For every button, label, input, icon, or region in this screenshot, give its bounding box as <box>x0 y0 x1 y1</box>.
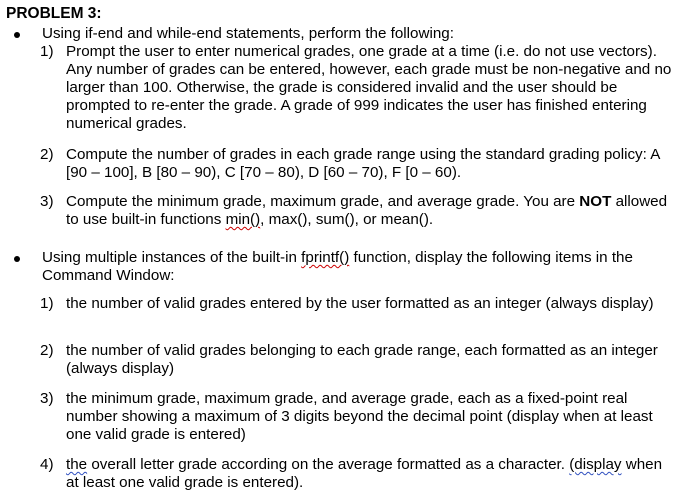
word-display: (display <box>569 456 622 473</box>
item-text: the minimum grade, maximum grade, and average grade, each as a fixed-point real number showing a maximum of 3 digits beyond the decimal point (display when at least one valid grade is entered) <box>66 390 653 443</box>
problem-title: PROBLEM 3: <box>6 5 102 22</box>
item-number: 4) <box>40 456 54 473</box>
item-number: 2) <box>40 146 54 163</box>
code-fprintf: fprintf() <box>301 249 350 266</box>
code-min: min() <box>225 211 261 228</box>
item-number: 2) <box>40 342 54 359</box>
bullet-dot-icon <box>14 256 20 262</box>
emphasis-not: NOT <box>579 193 612 210</box>
item-text: Prompt the user to enter numerical grades, one grade at a time (i.e. do not use vectors). Any number of grades can be entered, however, each grade must be non-negative and no larger than 100. Otherwise, the grade is considered invalid and the user should be prompted to re-enter the grade. A grade of 999 indicates the user has finished entering numerical grades. <box>66 43 672 132</box>
item-text: the number of valid grades entered by the user formatted as an integer (always display) <box>66 295 654 312</box>
item-text-part: , max(), sum(), or mean(). <box>260 211 434 228</box>
item-number: 3) <box>40 390 54 407</box>
bullet-text-part: Using multiple instances of the built-in <box>42 249 302 266</box>
item-text: the number of valid grades belonging to each grade range, each formatted as an integer (always display) <box>66 342 658 377</box>
item-text <box>66 193 672 229</box>
item-text <box>66 456 672 492</box>
item-text: Compute the number of grades in each grade range using the standard grading policy: A [90 – 100], B [80 – 90), C [70 – 80), D [60 – 70), F [0 – 60). <box>66 146 660 181</box>
bullet-dot-icon <box>14 32 20 38</box>
item-number: 1) <box>40 43 54 60</box>
bullet-text-part: function, display the following items in the Command Window: <box>42 249 633 284</box>
item-text-part: when at least one valid grade is entered). <box>66 456 663 491</box>
item-text-part: Compute the minimum grade, maximum grade, and average grade. You are <box>66 193 580 210</box>
item-text-part: overall letter grade according on the average formatted as a character. <box>87 456 570 473</box>
item-number: 1) <box>40 295 54 312</box>
item-number: 3) <box>40 193 54 210</box>
item-text-part: allowed to use built-in functions <box>66 193 668 228</box>
word-the: the <box>66 456 88 473</box>
bullet-2-text <box>42 249 672 285</box>
bullet-1-text: Using if-end and while-end statements, perform the following: <box>42 25 454 42</box>
